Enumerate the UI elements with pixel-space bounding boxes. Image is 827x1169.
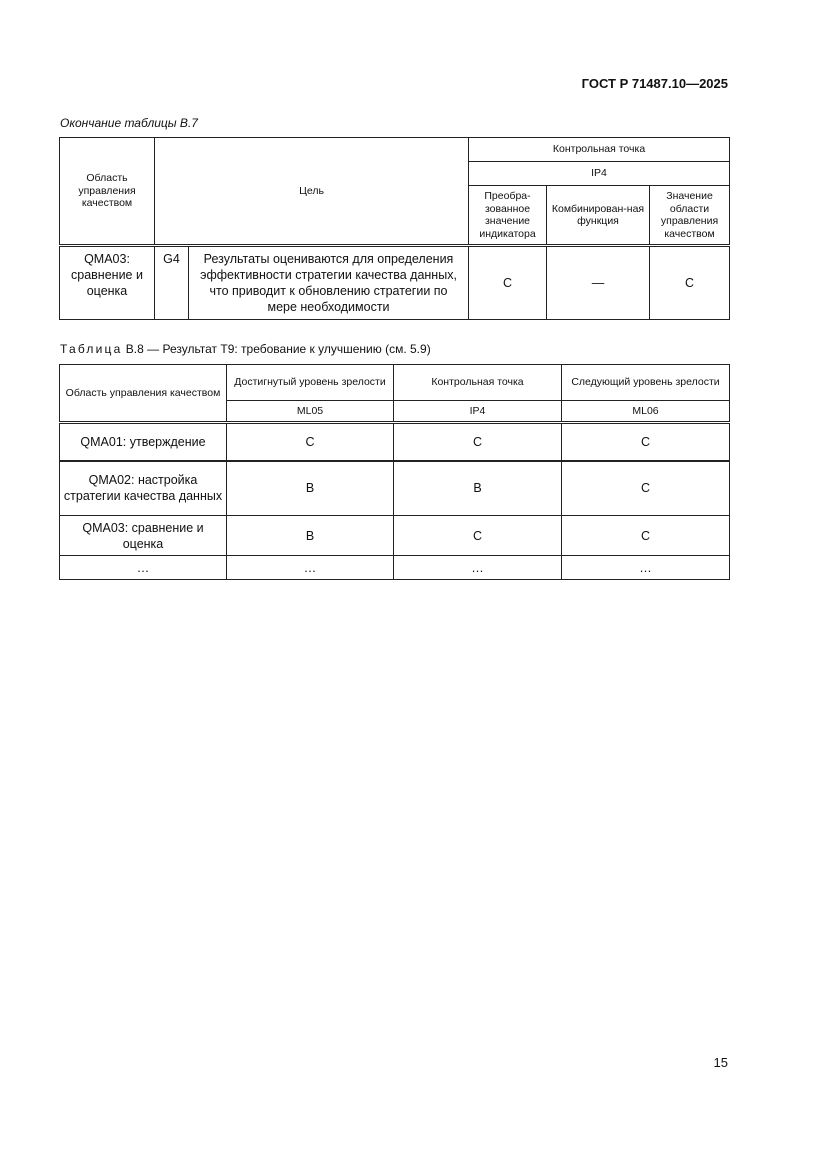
achieved-code: ML05 xyxy=(227,401,394,423)
checkpoint-header: Контрольная точка xyxy=(394,365,562,401)
value-cell: В xyxy=(227,516,394,556)
table-row xyxy=(60,423,730,461)
area-cell: QMA03: сравнение и оценка xyxy=(60,516,227,556)
next-code: ML06 xyxy=(562,401,730,423)
goal-header: Цель xyxy=(155,138,469,246)
ip-header: IP4 xyxy=(469,162,730,186)
value-cell: — xyxy=(547,246,650,320)
caption-label: Таблица xyxy=(60,342,123,356)
table-row xyxy=(60,246,730,320)
table-b8 xyxy=(59,364,730,580)
value-cell: С xyxy=(562,423,730,461)
value-cell: С xyxy=(394,516,562,556)
area-header: Область управления качеством xyxy=(60,365,227,423)
value-cell: С xyxy=(227,423,394,461)
achieved-level-header: Достигнутый уровень зрелости xyxy=(227,365,394,401)
value-cell: С xyxy=(650,246,730,320)
ellipsis-cell: … xyxy=(227,556,394,580)
table-row xyxy=(60,461,730,516)
table-row xyxy=(60,556,730,580)
value-cell: В xyxy=(227,461,394,516)
ellipsis-cell: … xyxy=(394,556,562,580)
area-header: Область управления качеством xyxy=(60,138,155,246)
ellipsis-cell: … xyxy=(60,556,227,580)
value-cell: С xyxy=(562,516,730,556)
page-number: 15 xyxy=(713,1055,728,1070)
table-b7-caption: Окончание таблицы В.7 xyxy=(60,116,198,130)
area-cell: QMA03: сравнение и оценка xyxy=(60,246,155,320)
value-cell: С xyxy=(562,461,730,516)
area-cell: QMA01: утверждение xyxy=(60,423,227,461)
area-cell: QMA02: настройка стратегии качества данных xyxy=(60,461,227,516)
document-id: ГОСТ Р 71487.10—2025 xyxy=(581,76,728,91)
value-cell: С xyxy=(469,246,547,320)
subheader-function: Комбинирован-ная функция xyxy=(547,186,650,246)
checkpoint-code: IP4 xyxy=(394,401,562,423)
subheader-area-value: Значение области управления качеством xyxy=(650,186,730,246)
ellipsis-cell: … xyxy=(562,556,730,580)
value-cell: С xyxy=(394,423,562,461)
goal-text-cell: Результаты оцениваются для определения эффективности стратегии качества данных, что приводит к обновлению стратегии по мере необходимости xyxy=(189,246,469,320)
caption-text: В.8 — Результат Т9: требование к улучшению (см. 5.9) xyxy=(122,342,431,356)
next-level-header: Следующий уровень зрелости xyxy=(562,365,730,401)
goal-code-cell: G4 xyxy=(155,246,189,320)
table-b8-caption xyxy=(60,342,431,356)
table-b7 xyxy=(59,137,730,320)
value-cell: В xyxy=(394,461,562,516)
subheader-indicator: Преобра-зованное значение индикатора xyxy=(469,186,547,246)
table-row xyxy=(60,516,730,556)
checkpoint-header: Контрольная точка xyxy=(469,138,730,162)
